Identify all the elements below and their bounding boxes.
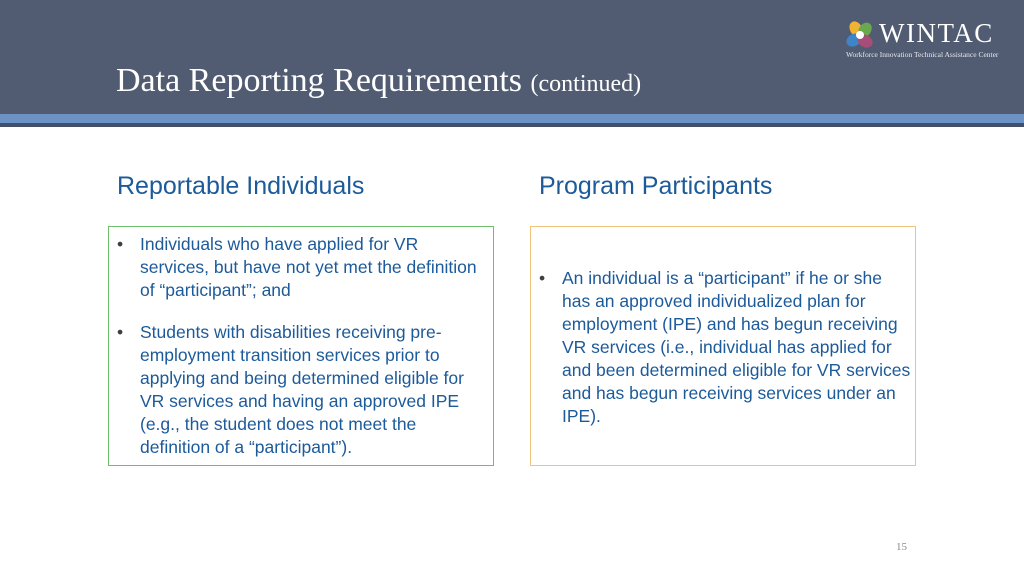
logo-brand-text: WINTAC	[879, 18, 994, 48]
bullet-dot-icon: •	[117, 322, 124, 342]
list-item-text: Students with disabilities receiving pre-employment transition services prior to applying and being determined eligible for VR services and having an approved IPE (e.g., the student does not meet the definition of a “participant”).	[140, 322, 464, 457]
slide-title-main: Data Reporting Requirements	[116, 62, 523, 99]
list-item-text: Individuals who have applied for VR services, but have not yet met the definition of “participant”; and	[140, 234, 477, 300]
bullet-dot-icon: •	[117, 234, 124, 254]
wintac-petal-logo-icon	[845, 20, 875, 50]
program-participants-box	[530, 226, 916, 466]
bullet-dot-icon: •	[539, 268, 546, 288]
reportable-individuals-list	[109, 233, 489, 459]
header-dark-stripe	[0, 123, 1024, 127]
list-item	[109, 321, 489, 459]
header-accent-stripe	[0, 114, 1024, 123]
slide-title-suffix: (continued)	[530, 71, 642, 97]
list-item-text: An individual is a “participant” if he or she has an approved individualized plan for employment (IPE) and has begun receiving VR services (i.e., individual has applied for and been determined eligible for VR services and has begun receiving services under an IPE).	[562, 268, 911, 426]
list-item	[109, 233, 489, 302]
program-participants-list	[531, 267, 911, 428]
reportable-individuals-box	[108, 226, 494, 466]
wintac-logo	[845, 18, 1015, 62]
logo-tagline: Workforce Innovation Technical Assistance Center	[846, 50, 999, 59]
program-participants-heading: Program Participants	[539, 172, 773, 200]
reportable-individuals-heading: Reportable Individuals	[117, 172, 365, 200]
slide-title	[116, 62, 641, 100]
page-number: 15	[896, 541, 907, 553]
list-item	[531, 267, 911, 428]
